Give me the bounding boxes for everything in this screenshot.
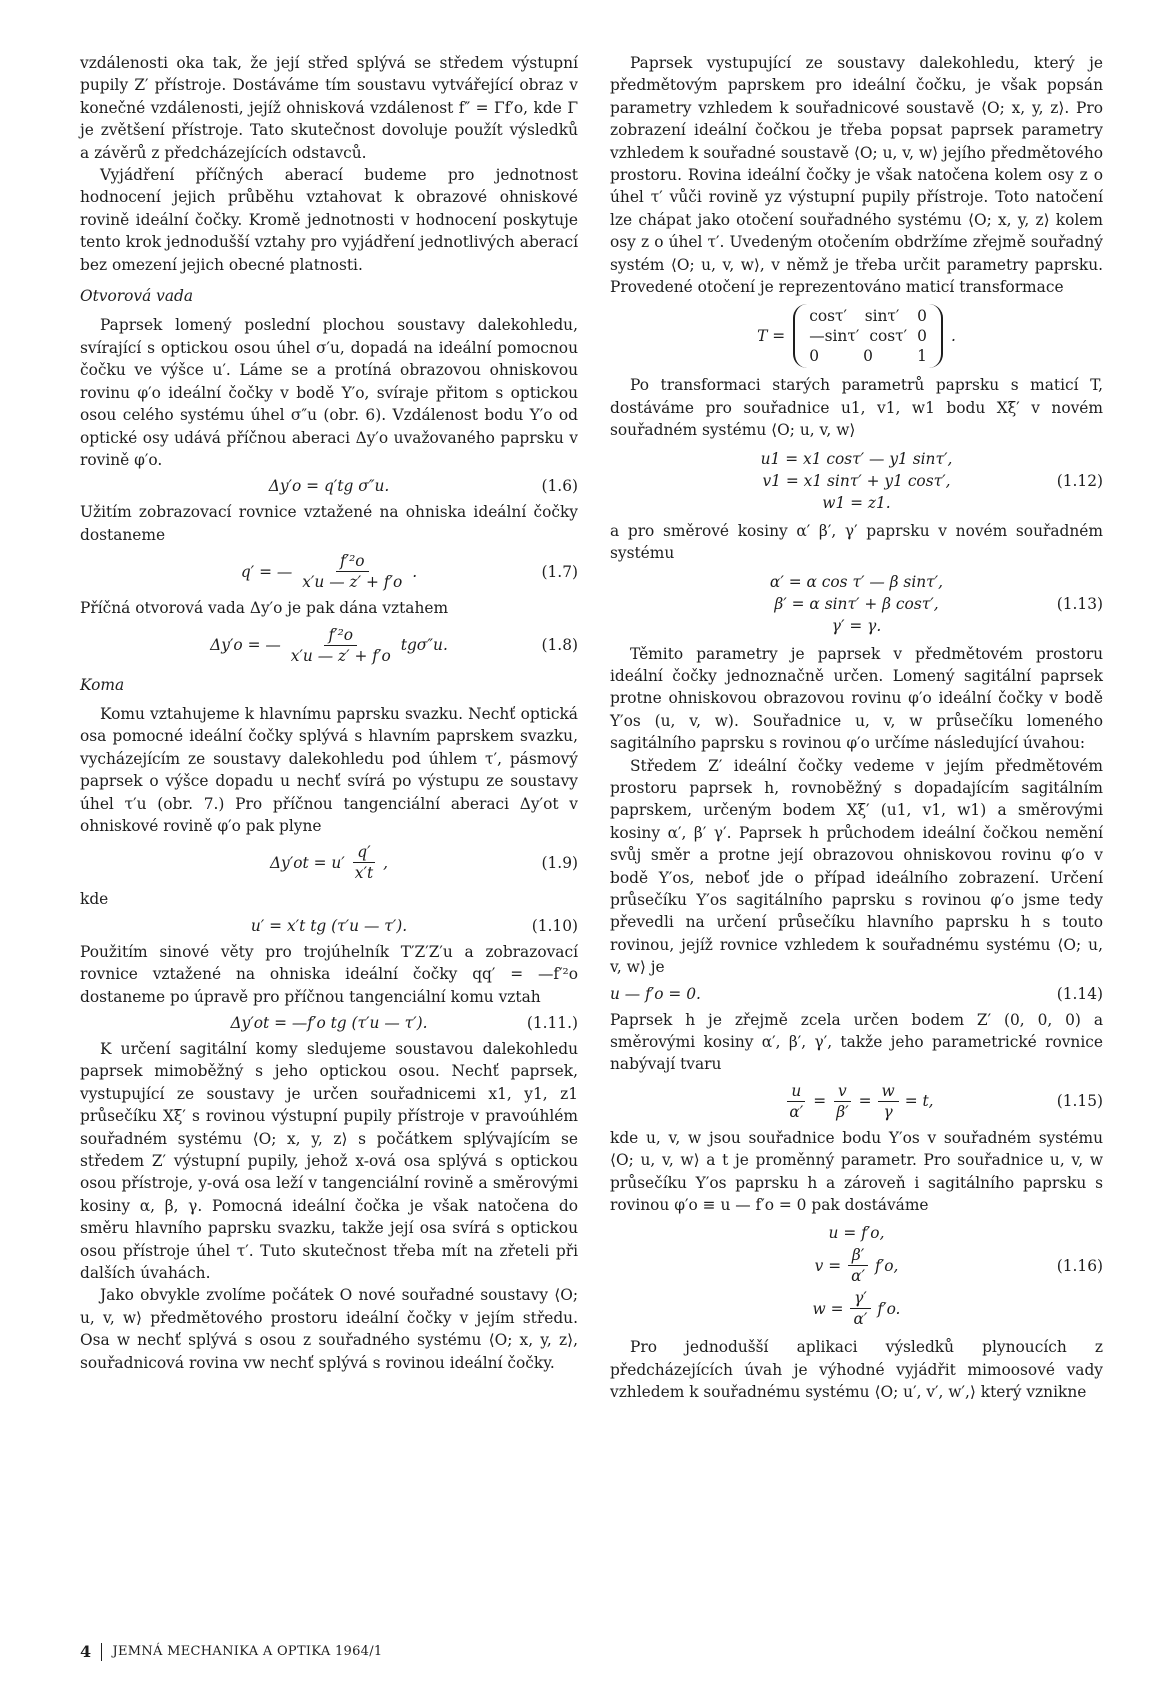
equation-1-6: Δy′o = q′tg σ″u. (1.6) — [268, 477, 578, 496]
paragraph: Paprsek lomený poslední plochou soustavy dalekohledu, svírající s optickou osou úhel σ′u, dopadá na ideální pomocnou čočku ve výšce u′. Láme se a protíná obrazovou ohniskovou rovinu φ′o ideální čočky v bodě Y′o, svíraje přitom s optickou osou celého systému úhel σ″u (obr. 6). Vzdálenost bodu Y′o od optické osy udává příčnou aberaci Δy′o uvažovaného paprsku v rovině φ′o. — [80, 316, 578, 469]
equation-number: (1.14) — [1056, 984, 1103, 1003]
equation-1-15: $\frac{u}{\alpha'}$ = $\frac{v}{\beta'}$ = $\frac{w}{\gamma}$ = t, (1.15) — [610, 1082, 1103, 1121]
fraction: $\frac{\text{f′²o}}{x'u — z' + f'o}$ — [290, 625, 391, 665]
paragraph-kde: kde — [80, 890, 109, 909]
journal-name: JEMNÁ MECHANIKA A OPTIKA 1964/1 — [112, 1644, 383, 1659]
paragraph: Použitím sinové věty pro trojúhelník T′Z′Z′u a zobrazovací rovnice vztažené na ohniska ideální čočky qq′ = —f′²o dostaneme po úpravě pro příčnou tangenciální komu vztah — [80, 942, 578, 1006]
equation-number: (1.12) — [1056, 471, 1103, 490]
paragraph: Komu vztahujeme k hlavnímu paprsku svazku. Nechť optická osa pomocné ideální čočky splývá s hlavním paprskem svazku, vycházejícím ze soustavy dalekohledu pod úhlem τ′, pásmový paprsek o výšce dopadu u nechť svírá po výstupu ze soustavy úhel τ′u (obr. 7.) Pro příčnou tangenciální aberaci Δy′ot v ohniskové rovině φ′o pak plyne — [80, 704, 578, 835]
paragraph: Jako obvykle zvolíme počátek O nové souřadné soustavy ⟨O; u, v, w⟩ předmětového prostoru ideální čočky v jejím středu. Osa w nechť splývá s osou z souřadného systému ⟨O; x, y, z⟩, souřadnicová rovina vw nechť splývá s rovinou ideální čočky. — [80, 1286, 578, 1372]
paragraph: Užitím zobrazovací rovnice vztažené na ohniska ideální čočky dostaneme — [80, 503, 578, 544]
equation-1-10: u′ = x′t tg (τ′u — τ′). (1.10) — [250, 916, 578, 935]
equation-1-13: α′ = α cos τ′ — β sinτ′, β′ = α sinτ′ + β cosτ′, (1.13) γ′ = γ. — [769, 572, 1103, 635]
equation-1-9: Δy′ot = u′ $\frac{q'}{x't}$ , (1.9) — [269, 843, 578, 883]
footer-divider — [101, 1643, 102, 1661]
paragraph: Těmito parametry je paprsek v předmětovém prostoru ideální čočky jednoznačně určen. Lomený sagitální paprsek protne ohniskovou obrazovou rovinu φ′o ideální čočky v bodě Y′os (u, v, w). Souřadnice u, v, w průsečíku lomeného sagitálního paprsku s rovinou φ′o určíme následující úvahou: — [610, 644, 1103, 753]
paragraph: a pro směrové kosiny α′ β′, γ′ paprsku v novém souřadném systému — [610, 521, 1103, 563]
fraction: $\frac{\beta'}{\alpha'}$ — [847, 1246, 869, 1285]
section-heading-koma: Koma — [80, 675, 125, 694]
equation-number: (1.7) — [541, 562, 578, 581]
equation-1-11: Δy′ot = —f′o tg (τ′u — τ′). (1.11.) — [230, 1014, 578, 1032]
paragraph: Vyjádření příčných aberací budeme pro jednotnost hodnocení jejich průběhu vztahovat k obrazové ohniskové rovině ideální čočky. Kromě jednotnosti v hodnocení poskytuje tento krok jednodušší vztahy pro vyjádření jednotlivých aberací bez omezení jejich obecné platnosti. — [80, 166, 578, 274]
equation-1-8: Δy′o = — $\frac{\text{f′²o}}{x'u — z' + f'o}$ tgσ″u. (1.8) — [210, 625, 578, 665]
paragraph: Paprsek vystupující ze soustavy dalekohledu, který je předmětovým paprskem pro ideální čočku, je však popsán parametry vzhledem k souřadnicové soustavě ⟨O; x, y, z⟩. Pro zobrazení ideální čočkou je třeba popsat paprsek parametry vzhledem k souřadné soustavě ⟨O; u, v, w⟩ jejího předmětového prostoru. Rovina ideální čočky je však natočena kolem osy z o úhel τ′ vůči rovině yz výstupní pupily přístroje. Toto natočení lze chápat jako otočení souřadného systému ⟨O; x, y, z⟩ kolem osy z o úhel τ′. Uvedeným otočením obdržíme zřejmě souřadný systém ⟨O; u, v, w⟩, v němž je třeba určit parametry paprsku. Provedené otočení je reprezentováno maticí transformace — [610, 54, 1103, 297]
equation-number: (1.8) — [541, 636, 578, 655]
matrix: cosτ′ sinτ′ 0 —sinτ′ cosτ′ 0 0 0 1 — [793, 304, 943, 368]
paragraph: Paprsek h je zřejmě zcela určen bodem Z′ (0, 0, 0) a směrovými kosiny α′, β′, γ′, takže jeho parametrické rovnice nabývají tvaru — [610, 1010, 1103, 1074]
equation-1-12: u1 = x1 cosτ′ — y1 sinτ′, v1 = x1 sinτ′ + y1 cosτ′, (1.12) w1 = z1. — [760, 449, 1103, 512]
page-number: 4 — [80, 1642, 92, 1661]
paragraph: K určení sagitální komy sledujeme soustavou dalekohledu paprsek mimoběžný s jeho optickou osou. Nechť paprsek, vystupující ze soustavy je určen souřadnicemi x1, y1, z1 průsečíku Xξ′ s rovinou výstupní pupily přístroje v pravoúhlém souřadném systému ⟨O; x, y, z⟩ s počátkem splývajícím se středem Z′ výstupní pupily, jehož x-ová osa splývá s optickou osou přístroje, y-ová osa leží v tangenciální rovině a směrovými kosiny α, β, γ. Pomocná ideální čočka je však natočena do směru hlavního paprsku svazku, takže její osa svírá s optickou osou přístroje úhel τ′. Tuto skutečnost třeba mít na zřeteli při dalších úvahách. — [80, 1040, 578, 1283]
equation-number: (1.16) — [1056, 1256, 1103, 1275]
paragraph: Pro jednodušší aplikaci výsledků plynoucích z předcházejících úvah je výhodné vyjádřit mimoosové vady vzhledem k souřadnému systému ⟨O; u′, v′, w′,⟩ který vznikne — [610, 1338, 1103, 1402]
equation-number: (1.13) — [1056, 594, 1103, 613]
equation-1-16: u = f′o, v = $\frac{\beta'}{\alpha'}$ f′o, (1.16) w = $\frac{\gamma'}{\alpha'}$ f′o. — [812, 1224, 1103, 1329]
fraction: $\frac{w}{\gamma}$ — [878, 1082, 899, 1121]
section-heading-otvorova-vada: Otvorová vada — [80, 287, 194, 306]
equation-number: (1.10) — [531, 916, 578, 935]
fraction: $\frac{q'}{x't}$ — [354, 843, 374, 883]
transformation-matrix: T = cosτ′ sinτ′ 0 —sinτ′ cosτ′ 0 0 0 1 . — [610, 304, 1103, 368]
paragraph: kde u, v, w jsou souřadnice bodu Y′os v souřadném systému ⟨O; u, v, w⟩ a t je proměnný parametr. Pro souřadnice u, v, w průsečíku Y′os paprsku h a zároveň i sagitálního paprsku s rovinou φ′o ≡ u — f′o = 0 pak dostáváme — [610, 1128, 1103, 1215]
paragraph: Příčná otvorová vada Δy′o je pak dána vztahem — [80, 599, 449, 618]
equation-1-7: q′ = — $\frac{\text{f′²o}}{x'u — z' + f'o}$ . (1.7) — [240, 552, 578, 592]
paragraph: Středem Z′ ideální čočky vedeme v jejím předmětovém prostoru paprsek h, rovnoběžný s dopadajícím sagitálním paprskem, určeným bodem Xξ′ (u1, v1, w1) a směrovými kosiny α′, β′ γ′. Paprsek h průchodem ideální čočkou nemění svůj směr a protne její obrazovou ohniskovou rovinu φ′o v bodě Y′os, neboť jde o případ ideálního zobrazení. Určení průsečíku Y′os sagitálního paprsku s rovinou φ′o jsme tedy převedli na určení průsečíku hlavního paprsku h s touto rovinou, jejíž rovnice vzhledem k souřadnému systému ⟨O; u, v, w⟩ je — [610, 756, 1103, 977]
page-footer — [80, 1642, 383, 1661]
paragraph: Po transformaci starých parametrů paprsku s maticí T, dostáváme pro souřadnice u1, v1, w1 bodu Xξ′ v novém souřadném systému ⟨O; u, v, w⟩ — [610, 376, 1103, 440]
left-column — [80, 52, 578, 1374]
fraction: $\frac{v}{\beta'}$ — [832, 1082, 852, 1121]
fraction: $\frac{u}{\alpha'}$ — [785, 1082, 807, 1121]
equation-number: (1.11.) — [526, 1014, 578, 1032]
right-column — [610, 52, 1103, 1404]
fraction: $\frac{\gamma'}{\alpha'}$ — [849, 1289, 871, 1328]
paragraph: vzdálenosti oka tak, že její střed splývá se středem výstupní pupily Z′ přístroje. Dostáváme tím soustavu vytvářející obraz v konečné vzdálenosti, jejíž ohnisková vzdálenost f″ = Γf′o, kde Γ je zvětšení přístroje. Tato skutečnost dovoluje použít výsledků a závěrů z předcházejících odstavců. — [80, 54, 578, 162]
fraction: $\frac{\text{f′²o}}{x'u — z' + f'o}$ — [302, 552, 403, 592]
equation-1-14: u — f′o = 0. (1.14) — [610, 984, 1103, 1003]
equation-number: (1.6) — [541, 477, 578, 496]
equation-number: (1.15) — [1056, 1092, 1103, 1111]
equation-number: (1.9) — [541, 853, 578, 872]
